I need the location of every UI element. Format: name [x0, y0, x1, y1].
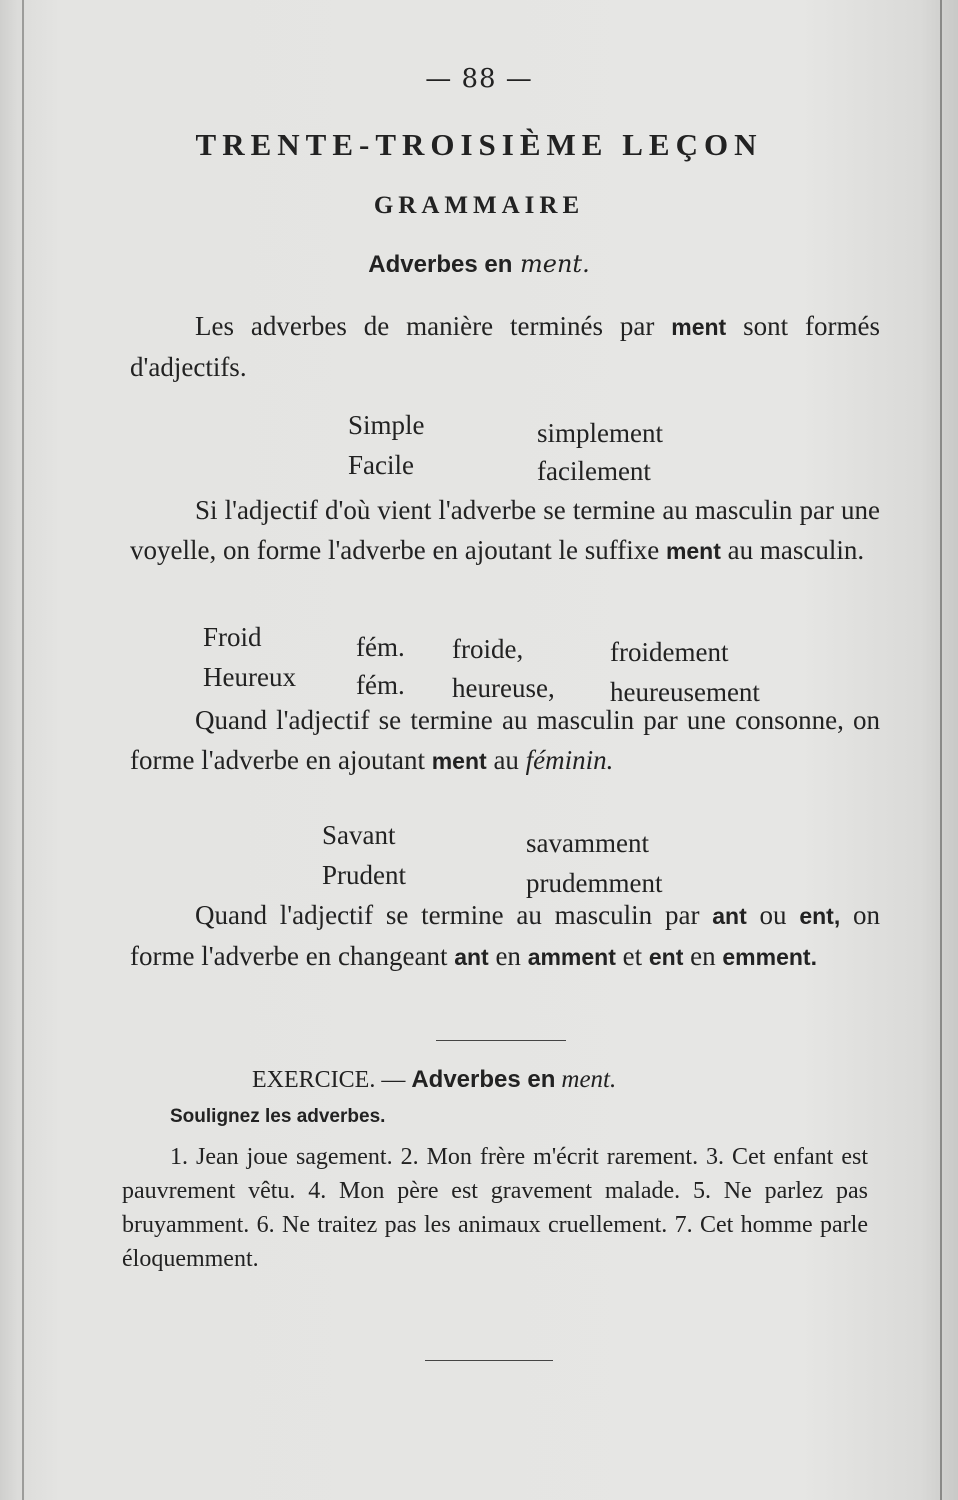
- example-adverb: prudemment: [526, 868, 663, 898]
- example-adjective: Facile: [348, 450, 414, 480]
- example-adjective: Prudent: [322, 860, 406, 890]
- bottom-rule: [425, 1360, 553, 1361]
- fem-label: fém.: [356, 670, 405, 700]
- example-adjective: Savant: [322, 820, 396, 850]
- exercise-heading: EXERCICE. — Adverbes en ment.: [252, 1066, 617, 1093]
- paragraph-3: Quand l'adjectif se termine au masculin par une consonne, on forme l'adverbe en ajoutant ment au féminin.: [130, 705, 880, 775]
- example-adverb: heureusement: [610, 677, 760, 707]
- section-title: GRAMMAIRE: [373, 192, 585, 219]
- lesson-title: TRENTE-TROISIÈME LEÇON: [195, 127, 763, 162]
- feminine-form: froide,: [452, 634, 524, 664]
- paragraph-2: Si l'adjectif d'où vient l'adverbe se termine au masculin par une voyelle, on forme l'adverbe en ajoutant le suffixe ment au masculin.: [130, 495, 880, 565]
- page-number: — 88 —: [425, 64, 533, 94]
- fem-label: fém.: [356, 632, 405, 662]
- section-heading: [0, 250, 958, 279]
- example-adverb: savamment: [526, 828, 649, 858]
- paragraph-1: Les adverbes de manière terminés par ment sont formés d'adjectifs.: [130, 311, 880, 382]
- example-adjective: Heureux: [203, 662, 296, 692]
- separator-rule: [436, 1040, 566, 1041]
- page-edge-left: [22, 0, 24, 1500]
- example-adjective: Simple: [348, 410, 425, 440]
- feminine-form: heureuse,: [452, 673, 555, 703]
- heading-bold: Adverbes en: [368, 251, 513, 278]
- heading-italic: ment.: [520, 250, 590, 278]
- example-adverb: simplement: [537, 418, 663, 448]
- exercise-text: 1. Jean joue sagement. 2. Mon frère m'écrit rarement. 3. Cet enfant est pauvrement vêtu. 4. Mon père est gravement malade. 5. Ne parlez pas bruyamment. 6. Ne traitez pas les animaux cruellement. 7. Cet homme parle éloquemment.: [122, 1144, 868, 1272]
- page-edge-right: [940, 0, 942, 1500]
- example-adverb: froidement: [610, 637, 729, 667]
- example-adverb: facilement: [537, 456, 651, 486]
- example-adjective: Froid: [203, 622, 262, 652]
- exercise-instruction: Soulignez les adverbes.: [170, 1106, 386, 1127]
- paragraph-4: Quand l'adjectif se termine au masculin par ant ou ent, on forme l'adverbe en changeant ant en amment et ent en emment.: [130, 900, 881, 971]
